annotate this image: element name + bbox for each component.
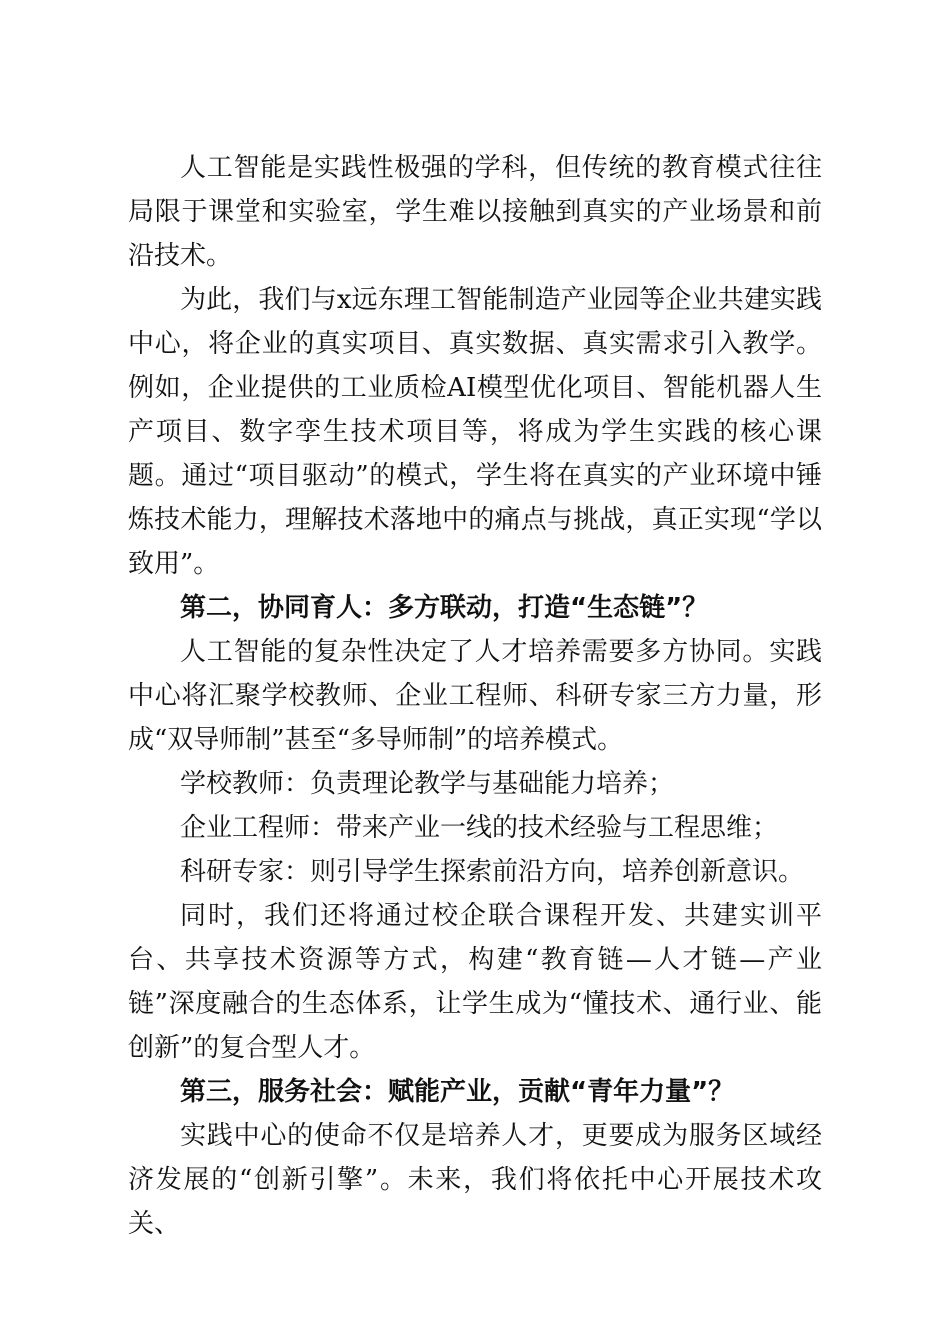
paragraph-innovation-engine: 实践中心的使命不仅是培养人才，更要成为服务区域经济发展的“创新引擎”。未来，我们将依托中心开展技术攻关、 [128,1121,822,1239]
paragraph-ecosystem: 同时，我们还将通过校企联合课程开发、共建实训平台、共享技术资源等方式，构建“教育链—人才链—产业链”深度融合的生态体系，让学生成为“懂技术、通行业、能创新”的复合型人才。 [128,901,822,1063]
paragraph-research-experts: 科研专家：则引导学生探索前沿方向，培养创新意识。 [180,857,805,887]
section-heading-serving-society: 第三，服务社会：赋能产业，贡献“青年力量”？ [180,1077,735,1107]
paragraph-school-teachers: 学校教师：负责理论教学与基础能力培养； [180,769,675,799]
paragraph-enterprise-engineers: 企业工程师：带来产业一线的技术经验与工程思维； [180,813,779,843]
paragraph-intro: 人工智能是实践性极强的学科，但传统的教育模式往往局限于课堂和实验室，学生难以接触到真实的产业场景和前沿技术。 [128,153,822,271]
paragraph-multi-party-collaboration: 人工智能的复杂性决定了人才培养需要多方协同。实践中心将汇聚学校教师、企业工程师、科研专家三方力量，形成“双导师制”甚至“多导师制”的培养模式。 [128,637,822,755]
section-heading-collaborative-education: 第二，协同育人：多方联动，打造“生态链”？ [180,593,709,623]
paragraph-practice-center: 为此，我们与x远东理工智能制造产业园等企业共建实践中心，将企业的真实项目、真实数据、真实需求引入教学。例如，企业提供的工业质检AI模型优化项目、智能机器人生产项目、数字孪生技术项目等，将成为学生实践的核心课题。通过“项目驱动”的模式，学生将在真实的产业环境中锤炼技术能力，理解技术落地中的痛点与挑战，真正实现“学以致用”。 [128,285,822,579]
document-body [128,146,822,1246]
